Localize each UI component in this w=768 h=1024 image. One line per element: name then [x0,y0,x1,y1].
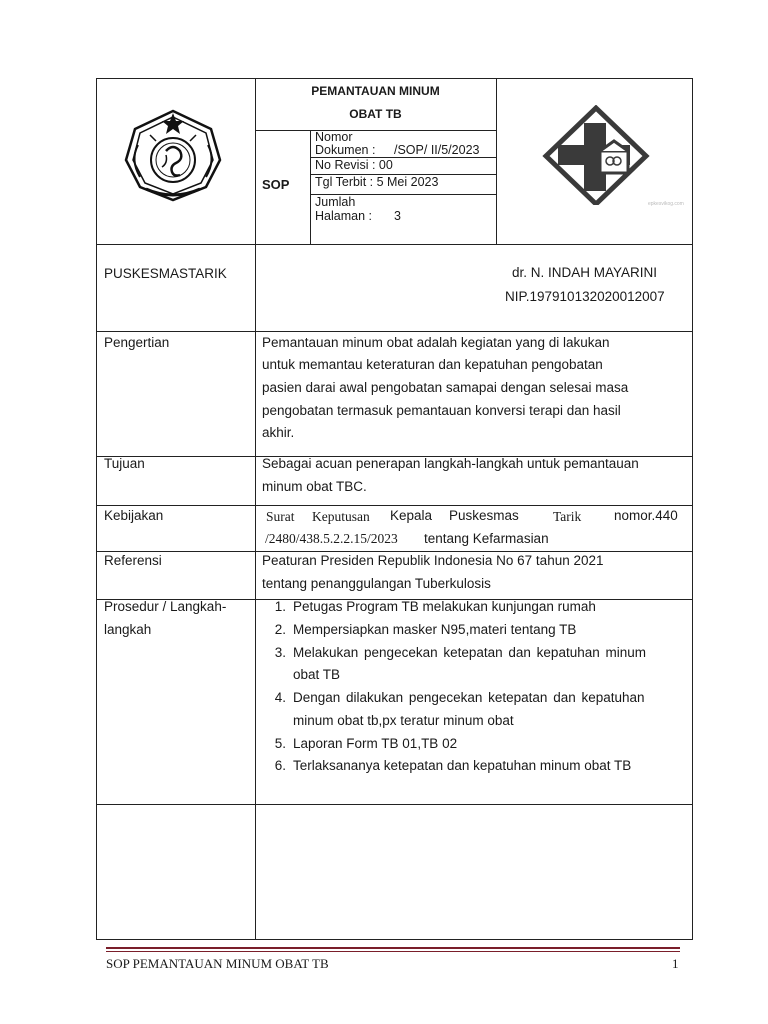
step-5-line-1: Laporan Form TB 01,TB 02 [293,736,458,751]
puskesmas-logo-icon [540,105,652,205]
pengertian-line-2: untuk memantau keteraturan dan kepatuhan pengobatan [262,357,603,372]
row-line-header [96,244,693,245]
step-6-line-1: Terlaksananya ketepatan dan kepatuhan minum obat TB [293,758,632,773]
health-center-logo [540,105,652,205]
kebijakan-word-kepala: Kepala [390,508,433,523]
pengertian-label: Pengertian [104,335,170,350]
step-number-3: 3. [274,645,286,660]
footer-title: SOP PEMANTAUAN MINUM OBAT TB [106,956,329,971]
step-1-line-1: Petugas Program TB melakukan kunjungan rumah [293,599,596,614]
pengertian-line-1: Pemantauan minum obat adalah kegiatan yang di lakukan [262,335,610,350]
step-2-line-1: Mempersiapkan masker N95,materi tentang TB [293,622,577,637]
tujuan-line-1: Sebagai acuan penerapan langkah-langkah untuk pemantauan [262,456,639,471]
tujuan-line-2: minum obat TBC. [262,479,367,494]
prosedur-label-line-1: Prosedur / Langkah- [104,599,227,614]
step-3-line-1: Melakukan pengecekan ketepatan dan kepatuhan minum [293,645,646,660]
dokumen-label: Dokumen : [315,143,376,157]
kebijakan-label: Kebijakan [104,508,164,523]
kebijakan-decree-number: /2480/438.5.2.2.15/2023 [265,531,398,546]
footer-rule-thin [106,951,680,952]
step-number-4: 4. [274,690,286,705]
revisi-field: No Revisi : 00 [315,158,393,172]
kebijakan-decree-subject: tentang Kefarmasian [424,531,549,546]
regency-seal-icon [116,105,230,205]
title-bottom-line [255,130,496,131]
footer-rule-thick [106,947,680,949]
sop-title-line-2: OBAT TB [349,107,402,121]
institution-name: PUSKESMASTARIK [104,266,227,281]
step-number-5: 5. [274,736,286,751]
referensi-line-1: Peaturan Presiden Republik Indonesia No 67 tahun 2021 [262,553,604,568]
terbit-field: Tgl Terbit : 5 Mei 2023 [315,175,439,189]
step-number-2: 2. [274,622,286,637]
step-number-1: 1. [274,599,286,614]
sop-info-divider [310,130,311,244]
nomor-label: Nomor [315,130,353,144]
step-4-line-2: minum obat tb,px teratur minum obat [293,713,514,728]
referensi-line-2: tentang penanggulangan Tuberkulosis [262,576,491,591]
dokumen-value: /SOP/ II/5/2023 [394,143,480,157]
step-3-line-2: obat TB [293,667,341,682]
kebijakan-word-keputusan: Keputusan [312,509,370,524]
sop-label: SOP [262,177,290,192]
kebijakan-word-nomor: nomor.440 [614,508,678,523]
prosedur-label-line-2: langkah [104,622,152,637]
referensi-label: Referensi [104,553,162,568]
kebijakan-word-puskesmas: Puskesmas [449,508,519,523]
jumlah-label: Jumlah [315,195,356,209]
row-line-prosedur [96,804,693,805]
sop-title-line-1: PEMANTAUAN MINUM [311,84,440,98]
halaman-label: Halaman : [315,209,372,223]
signer-nip: NIP.197910132020012007 [505,289,665,304]
column-divider-left [255,78,256,940]
tujuan-label: Tujuan [104,456,145,471]
pengertian-line-3: pasien darai awal pengobatan samapai dengan selesai masa [262,380,629,395]
column-divider-right-header [496,78,497,244]
kebijakan-word-surat: Surat [266,509,295,524]
signer-name: dr. N. INDAH MAYARINI [512,265,658,280]
logo-watermark: epkesvikog.com [648,201,684,207]
halaman-value: 3 [394,209,401,223]
regency-seal-logo [116,105,230,205]
pengertian-line-5: akhir. [262,425,295,440]
step-number-6: 6. [274,758,286,773]
kebijakan-word-tarik: Tarik [553,509,582,524]
step-4-line-1: Dengan dilakukan pengecekan ketepatan dan kepatuhan [293,690,645,705]
pengertian-line-4: pengobatan termasuk pemantauan konversi terapi dan hasil [262,403,621,418]
footer-page-number: 1 [672,956,679,971]
